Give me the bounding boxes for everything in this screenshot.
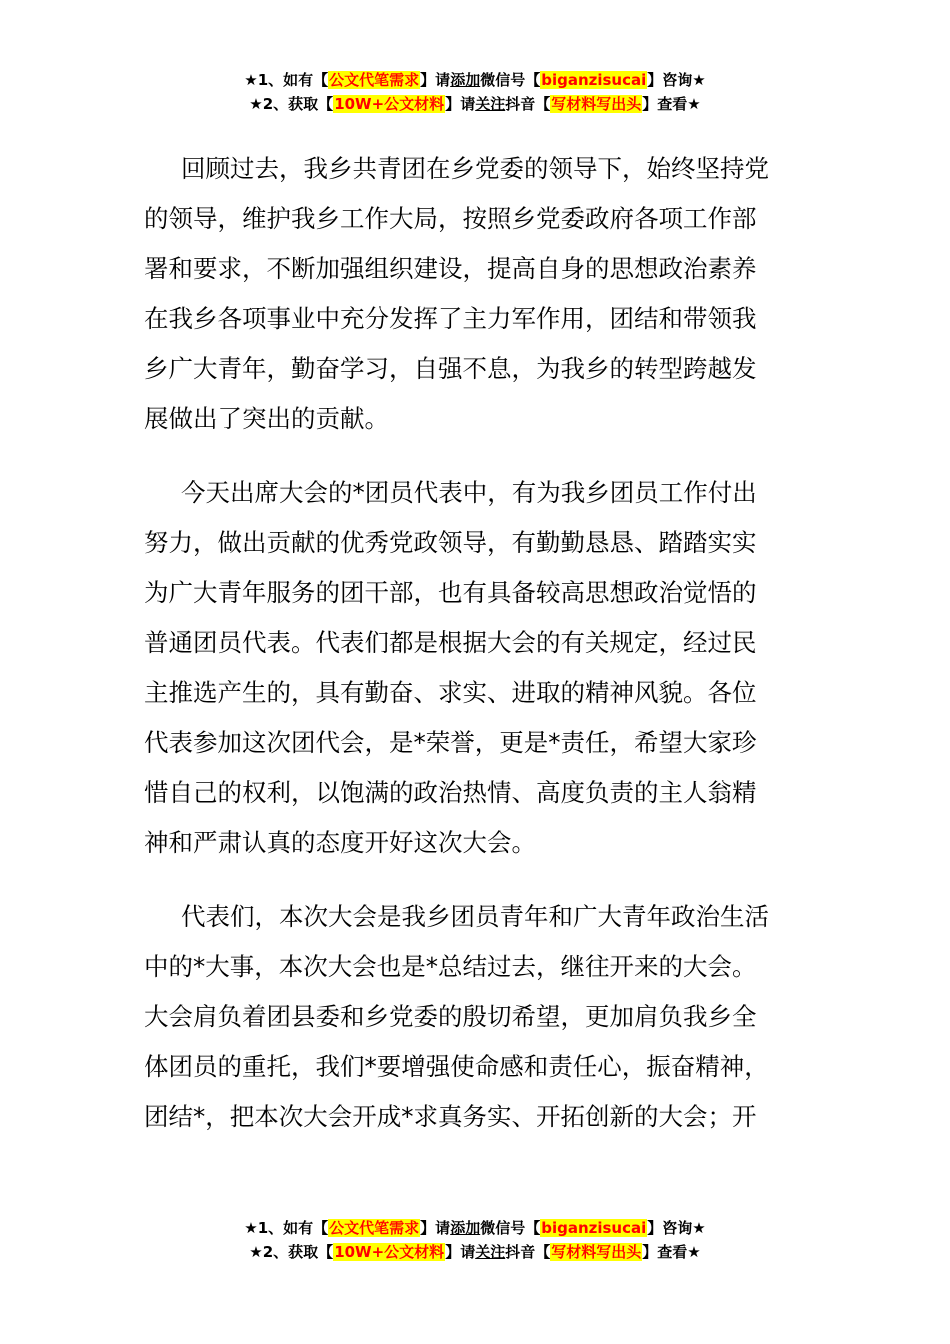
banner-line-1: [0, 1216, 950, 1240]
text-line: 回顾过去，我乡共青团在乡党委的领导下，始终坚持党: [181, 154, 769, 183]
banner-text: 微信号【: [480, 71, 541, 89]
banner-text: 】查看★: [642, 1243, 701, 1261]
text-line: 努力，做出贡献的优秀党政领导，有勤勤恳恳、踏踏实实: [144, 528, 757, 557]
banner-text: 抖音【: [505, 95, 551, 113]
text-line: 展做出了突出的贡献。: [144, 404, 389, 433]
text-line: 乡广大青年，勤奋学习，自强不息，为我乡的转型跨越发: [144, 354, 757, 383]
paragraph-1: [144, 144, 808, 444]
banner-line-2: [0, 1240, 950, 1264]
banner-text: ★2、获取【: [249, 95, 334, 113]
banner-text: 微信号【: [480, 1219, 541, 1237]
header-banner: [0, 68, 950, 116]
text-line: 今天出席大会的*团员代表中，有为我乡团员工作付出: [181, 478, 757, 507]
text-line: 在我乡各项事业中充分发挥了主力军作用，团结和带领我: [144, 304, 757, 333]
banner-underlined-text: 添加: [450, 1219, 481, 1237]
text-line: 署和要求，不断加强组织建设，提高自身的思想政治素养: [144, 254, 757, 283]
text-line: 普通团员代表。代表们都是根据大会的有关规定，经过民: [144, 628, 757, 657]
text-line: 代表们，本次大会是我乡团员青年和广大青年政治生活: [181, 902, 769, 931]
highlight-service: 公文代笔需求: [329, 71, 420, 89]
banner-text: 】请: [445, 95, 476, 113]
banner-line-2: [0, 92, 950, 116]
text-line: 惜自己的权利，以饱满的政治热情、高度负责的主人翁精: [144, 778, 757, 807]
banner-text: 】咨询★: [647, 71, 706, 89]
text-line: 为广大青年服务的团干部，也有具备较高思想政治觉悟的: [144, 578, 757, 607]
banner-text: 】请: [445, 1243, 476, 1261]
paragraph-3: [144, 892, 808, 1142]
banner-text: 】咨询★: [647, 1219, 706, 1237]
text-line: 体团员的重托，我们*要增强使命感和责任心，振奋精神，: [144, 1052, 769, 1081]
banner-underlined-text: 添加: [450, 71, 481, 89]
banner-text: 】查看★: [642, 95, 701, 113]
paragraph-2: [144, 468, 808, 868]
text-line: 中的*大事，本次大会也是*总结过去，继往开来的大会。: [144, 952, 757, 981]
highlight-douyin-account: 写材料写出头: [551, 1243, 642, 1261]
footer-banner: [0, 1216, 950, 1264]
text-line: 主推选产生的，具有勤奋、求实、进取的精神风貌。各位: [144, 678, 757, 707]
banner-text: 】请: [420, 71, 451, 89]
highlight-wechat-id: biganzisucai: [541, 71, 647, 89]
banner-text: 抖音【: [505, 1243, 551, 1261]
banner-text: ★1、如有【: [244, 1219, 329, 1237]
banner-underlined-text: 关注: [475, 1243, 506, 1261]
highlight-materials: 10W+公文材料: [334, 1243, 445, 1261]
text-line: 代表参加这次团代会，是*荣誉，更是*责任，希望大家珍: [144, 728, 757, 757]
banner-text: 】请: [420, 1219, 451, 1237]
highlight-douyin-account: 写材料写出头: [551, 95, 642, 113]
text-line: 团结*，把本次大会开成*求真务实、开拓创新的大会；开: [144, 1102, 757, 1131]
text-line: 大会肩负着团县委和乡党委的殷切希望，更加肩负我乡全: [144, 1002, 757, 1031]
document-body: [144, 144, 808, 1166]
banner-line-1: [0, 68, 950, 92]
highlight-wechat-id: biganzisucai: [541, 1219, 647, 1237]
text-line: 的领导，维护我乡工作大局，按照乡党委政府各项工作部: [144, 204, 757, 233]
highlight-service: 公文代笔需求: [329, 1219, 420, 1237]
banner-text: ★1、如有【: [244, 71, 329, 89]
banner-text: ★2、获取【: [249, 1243, 334, 1261]
text-line: 神和严肃认真的态度开好这次大会。: [144, 828, 536, 857]
highlight-materials: 10W+公文材料: [334, 95, 445, 113]
banner-underlined-text: 关注: [475, 95, 506, 113]
